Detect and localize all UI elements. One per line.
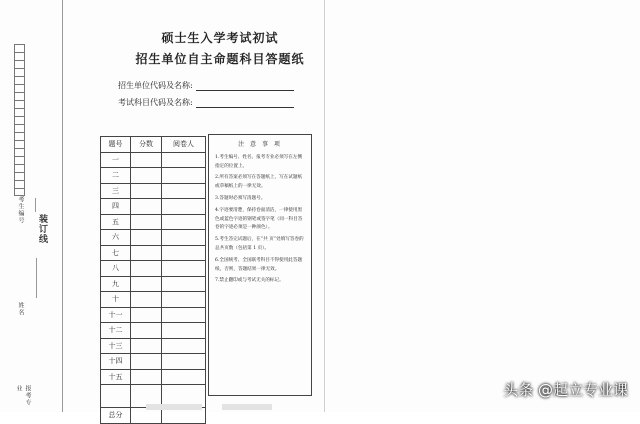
binding-line-label: 装订线 [37, 214, 47, 244]
notice-item: 4.字迹要清楚，保持卷面清洁，一律使用黑色或蓝色字迹的钢笔或签字笔（同一科目答卷的字迹必须是一种颜色）。 [215, 207, 303, 231]
page-edge [324, 0, 325, 412]
question-number-cell: 六 [101, 230, 131, 246]
grader-cell[interactable] [162, 323, 206, 339]
question-number-cell: 九 [101, 276, 131, 292]
exam-number-label: 考生编号 [17, 196, 24, 224]
sheet-title-line1: 硕士生入学考试初试 [161, 31, 279, 45]
score-table-row [101, 276, 206, 292]
score-cell[interactable] [131, 245, 162, 261]
score-cell[interactable] [131, 214, 162, 230]
question-number-cell: 十三 [101, 338, 131, 354]
grader-cell[interactable] [162, 354, 206, 370]
question-number-cell: 总分 [101, 408, 131, 424]
score-table [100, 136, 206, 424]
notice-item: 7.禁止翻印或与考试无关的标记。 [215, 278, 284, 284]
question-number-cell: 十 [101, 292, 131, 308]
scan-mark [146, 404, 202, 410]
scan-mark [222, 404, 272, 410]
question-number-cell: 七 [101, 245, 131, 261]
grader-cell[interactable] [162, 152, 206, 168]
score-cell[interactable] [131, 276, 162, 292]
score-cell[interactable] [131, 199, 162, 215]
question-number-cell: 八 [101, 261, 131, 277]
score-cell[interactable] [131, 323, 162, 339]
binding-margin [0, 0, 80, 412]
score-table-row [101, 168, 206, 184]
score-table-row [101, 183, 206, 199]
score-table-row [101, 199, 206, 215]
score-cell[interactable] [131, 307, 162, 323]
grader-cell[interactable] [162, 338, 206, 354]
score-table-row [101, 292, 206, 308]
header-grader: 阅卷人 [162, 137, 206, 153]
question-number-cell: 五 [101, 214, 131, 230]
name-line [36, 258, 37, 298]
exam-number-boxes[interactable] [14, 44, 25, 196]
question-number-cell: 十一 [101, 307, 131, 323]
grader-cell[interactable] [162, 276, 206, 292]
question-number-cell: 二 [101, 168, 131, 184]
institution-field-blank[interactable] [196, 81, 294, 91]
grader-cell[interactable] [162, 214, 206, 230]
score-table-row [101, 152, 206, 168]
notice-item: 5.考生答完试题后，在“共 页”处填写答卷的总共页数（包括第 1 页）。 [215, 237, 304, 251]
question-number-cell: 十五 [101, 369, 131, 385]
subject-field-blank[interactable] [196, 98, 294, 108]
question-number-cell: 四 [101, 199, 131, 215]
notice-item: 2.所有答案必须写在答题纸上，写在试题纸或草稿纸上的一律无效。 [215, 175, 303, 190]
grader-cell[interactable] [162, 261, 206, 277]
score-cell[interactable] [131, 369, 162, 385]
score-cell[interactable] [131, 183, 162, 199]
exam-number-line [35, 198, 36, 212]
score-cell[interactable] [131, 230, 162, 246]
grader-cell[interactable] [162, 168, 206, 184]
score-cell[interactable] [131, 168, 162, 184]
grader-cell[interactable] [162, 369, 206, 385]
institution-field-label: 招生单位代码及名称: [118, 81, 193, 90]
question-number-cell: 十四 [101, 354, 131, 370]
notice-title: 注 意 事 项 [238, 141, 282, 148]
question-number-cell: 十二 [101, 323, 131, 339]
binding-rule [62, 0, 63, 412]
grader-cell[interactable] [162, 245, 206, 261]
notice-item: 6.全国统考、全国联考科目不得使用此答题纸，否则，答题结果一律无效。 [215, 257, 303, 272]
grader-cell[interactable] [162, 292, 206, 308]
grader-cell[interactable] [162, 307, 206, 323]
question-number-cell [101, 385, 131, 408]
question-number-cell: 三 [101, 183, 131, 199]
major-label: 报考专业 [15, 385, 31, 406]
subject-field-label: 考试科目代码及名称: [118, 98, 193, 107]
score-table-row [101, 323, 206, 339]
sheet-title-line2: 招生单位自主命题科目答题纸 [135, 52, 305, 66]
subject-field[interactable] [118, 97, 294, 108]
score-table-row [101, 230, 206, 246]
score-cell[interactable] [131, 338, 162, 354]
notice-item: 3.答题时必须写清题号。 [215, 195, 266, 201]
score-cell[interactable] [131, 152, 162, 168]
score-table-row [101, 214, 206, 230]
score-table-header [101, 137, 206, 153]
score-table-row [101, 245, 206, 261]
grader-cell[interactable] [162, 183, 206, 199]
institution-field[interactable] [118, 80, 294, 91]
score-cell[interactable] [131, 292, 162, 308]
score-table-row [101, 261, 206, 277]
score-cell[interactable] [131, 261, 162, 277]
watermark-text: 头条 @起立专业课 [503, 381, 628, 399]
score-table-row [101, 354, 206, 370]
score-table-row [101, 369, 206, 385]
notice-item: 1.考生编号、姓名、报考专业必须写在左侧指定的位置上。 [215, 154, 303, 169]
score-cell[interactable] [131, 354, 162, 370]
score-table-row [101, 338, 206, 354]
notice-box [208, 134, 312, 396]
question-number-cell: 一 [101, 152, 131, 168]
header-question-no: 题号 [101, 137, 131, 153]
grader-cell[interactable] [162, 230, 206, 246]
grader-cell[interactable] [162, 199, 206, 215]
name-label: 姓名 [17, 302, 24, 316]
score-table-row [101, 307, 206, 323]
header-score: 分数 [131, 137, 162, 153]
